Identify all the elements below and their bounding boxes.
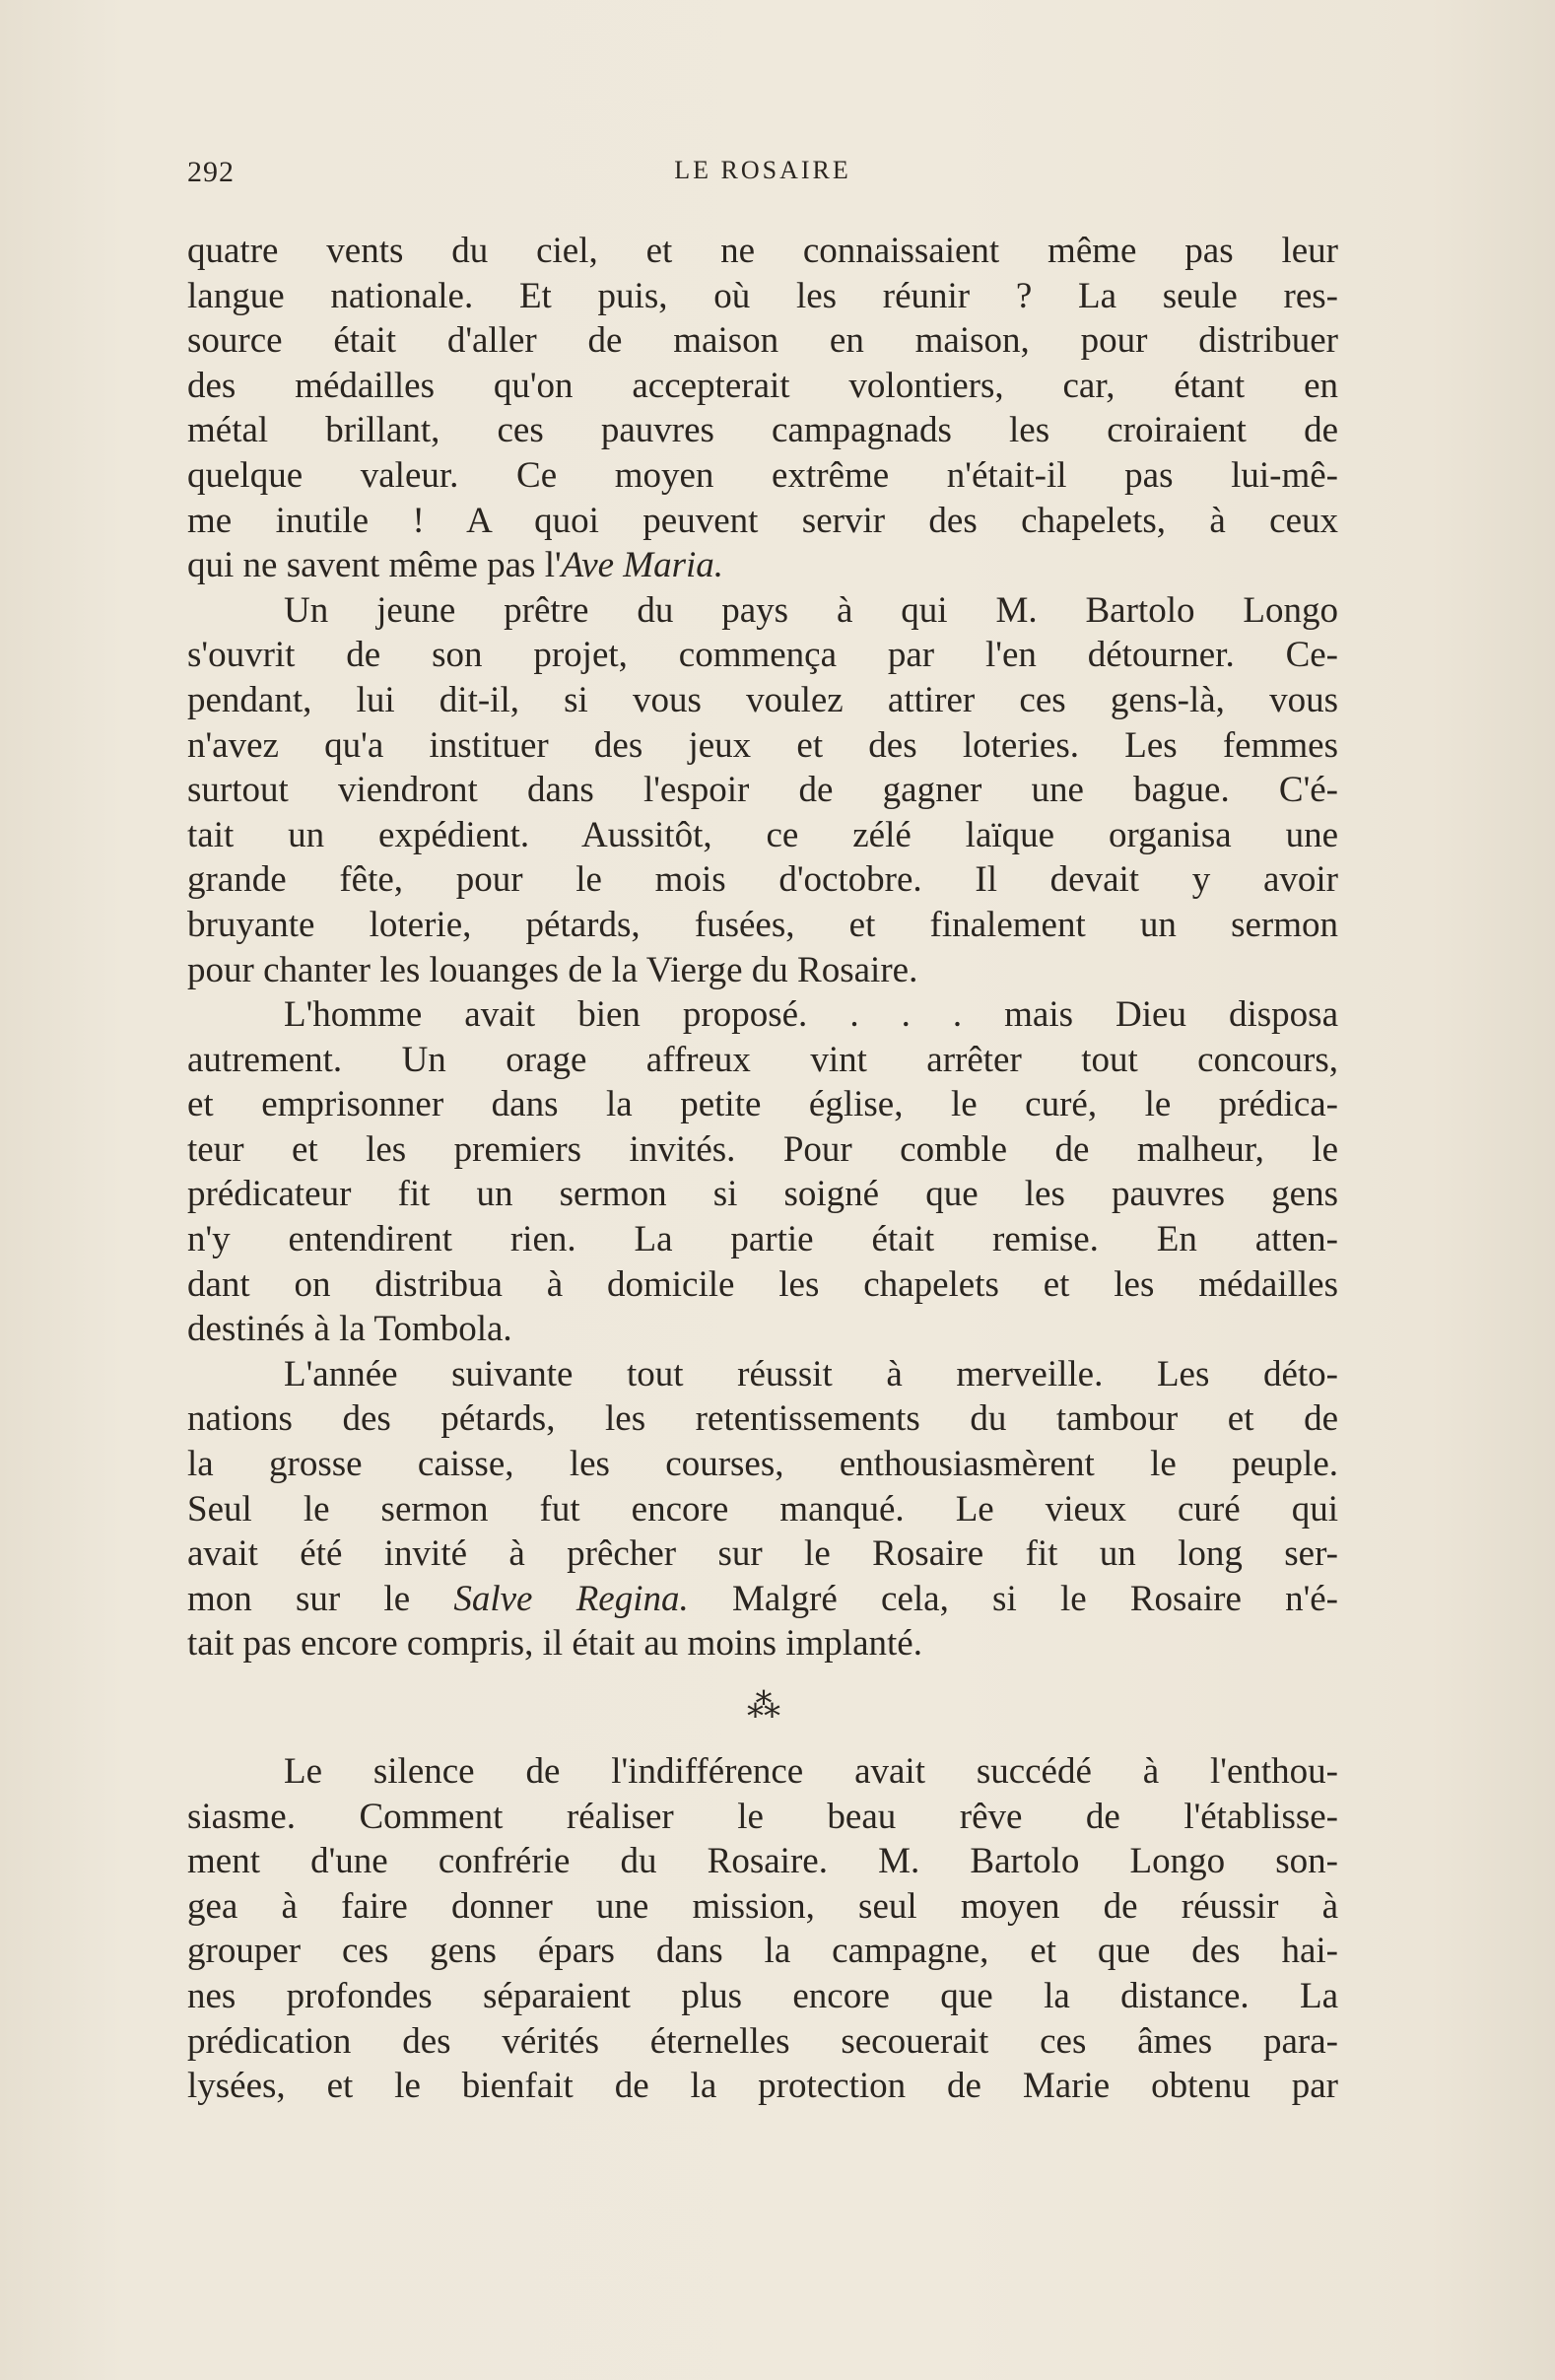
text-line: dant on distribua à domicile les chapelets et les médailles xyxy=(187,1263,1338,1305)
text-line: avait été invité à prêcher sur le Rosaire fit un long ser- xyxy=(187,1533,1338,1575)
text-line: surtout viendront dans l'espoir de gagner une bague. C'é- xyxy=(187,770,1338,811)
text-segment: Malgré cela, si le Rosaire n'é- xyxy=(688,1578,1339,1619)
text-line: gea à faire donner une mission, seul moyen de réussir à xyxy=(187,1885,1338,1927)
page-number: 292 xyxy=(187,156,235,188)
text-line: tait pas encore compris, il était au moins implanté. xyxy=(187,1623,922,1665)
text-line: L'année suivante tout réussit à merveille. Les déto- xyxy=(284,1353,1338,1394)
text-line: teur et les premiers invités. Pour comble de malheur, le xyxy=(187,1128,1338,1170)
text-line: ment d'une confrérie du Rosaire. M. Bartolo Longo son- xyxy=(187,1841,1338,1882)
body-text xyxy=(187,229,1338,2109)
text-line: bruyante loterie, pétards, fusées, et finalement un sermon xyxy=(187,904,1338,945)
text-segment: qui ne savent même pas l' xyxy=(187,545,562,586)
text-line: s'ouvrit de son projet, commença par l'en détourner. Ce- xyxy=(187,635,1338,676)
text-line: tait un expédient. Aussitôt, ce zélé laïque organisa une xyxy=(187,814,1338,855)
text-line: prédication des vérités éternelles secouerait ces âmes para- xyxy=(187,2020,1338,2062)
text-line: nes profondes séparaient plus encore que la distance. La xyxy=(187,1975,1338,2016)
text-line: quelque valeur. Ce moyen extrême n'était-il pas lui-mê- xyxy=(187,454,1338,496)
text-line: n'y entendirent rien. La partie était remise. En atten- xyxy=(187,1219,1338,1260)
text-line: lysées, et le bienfait de la protection de Marie obtenu par xyxy=(187,2066,1338,2107)
text-line: pendant, lui dit-il, si vous voulez attirer ces gens-là, vous xyxy=(187,679,1338,720)
paragraph-2 xyxy=(187,588,1338,992)
text-line: L'homme avait bien proposé. . . . mais Dieu disposa xyxy=(284,994,1338,1036)
text-line: siasme. Comment réaliser le beau rêve de l'établisse- xyxy=(187,1796,1338,1837)
text-line: Un jeune prêtre du pays à qui M. Bartolo Longo xyxy=(284,589,1338,631)
page-header xyxy=(187,156,1338,195)
asterism-separator: ⁂ xyxy=(747,1688,778,1725)
text-line: grouper ces gens épars dans la campagne, et que des hai- xyxy=(187,1931,1338,1972)
text-line: n'avez qu'a instituer des jeux et des loteries. Les femmes xyxy=(187,724,1338,766)
text-line xyxy=(187,1577,1338,1622)
text-line: nations des pétards, les retentissements du tambour et de xyxy=(187,1398,1338,1440)
text-line: pour chanter les louanges de la Vierge du Rosaire. xyxy=(187,949,918,990)
text-line: et emprisonner dans la petite église, le curé, le prédica- xyxy=(187,1084,1338,1125)
text-line: métal brillant, ces pauvres campagnads les croiraient de xyxy=(187,410,1338,451)
text-line: destinés à la Tombola. xyxy=(187,1309,512,1350)
text-line: quatre vents du ciel, et ne connaissaient même pas leur xyxy=(187,231,1338,271)
text-line: autrement. Un orage affreux vint arrêter tout concours, xyxy=(187,1039,1338,1080)
paragraph-4 xyxy=(187,1352,1338,1666)
paragraph-1 xyxy=(187,229,1338,588)
paragraph-5 xyxy=(187,1749,1338,2109)
text-line: Le silence de l'indifférence avait succédé à l'enthou- xyxy=(284,1751,1338,1792)
text-segment: mon sur le xyxy=(187,1578,454,1619)
text-line: prédicateur fit un sermon si soigné que les pauvres gens xyxy=(187,1174,1338,1215)
text-line: des médailles qu'on accepterait volontiers, car, étant en xyxy=(187,365,1338,406)
italic-title: Ave Maria. xyxy=(561,545,724,586)
text-line: source était d'aller de maison en maison, pour distribuer xyxy=(187,320,1338,362)
text-line: me inutile ! A quoi peuvent servir des chapelets, à ceux xyxy=(187,500,1338,541)
running-title: LE ROSAIRE xyxy=(674,156,851,184)
text-line: Seul le sermon fut encore manqué. Le vieux curé qui xyxy=(187,1488,1338,1530)
text-line: grande fête, pour le mois d'octobre. Il devait y avoir xyxy=(187,859,1338,901)
paragraph-3 xyxy=(187,992,1338,1352)
text-line: la grosse caisse, les courses, enthousiasmèrent le peuple. xyxy=(187,1444,1338,1485)
italic-title: Salve Regina. xyxy=(453,1578,689,1619)
text-line: langue nationale. Et puis, où les réunir ? La seule res- xyxy=(187,275,1338,316)
text-line xyxy=(187,543,1338,588)
